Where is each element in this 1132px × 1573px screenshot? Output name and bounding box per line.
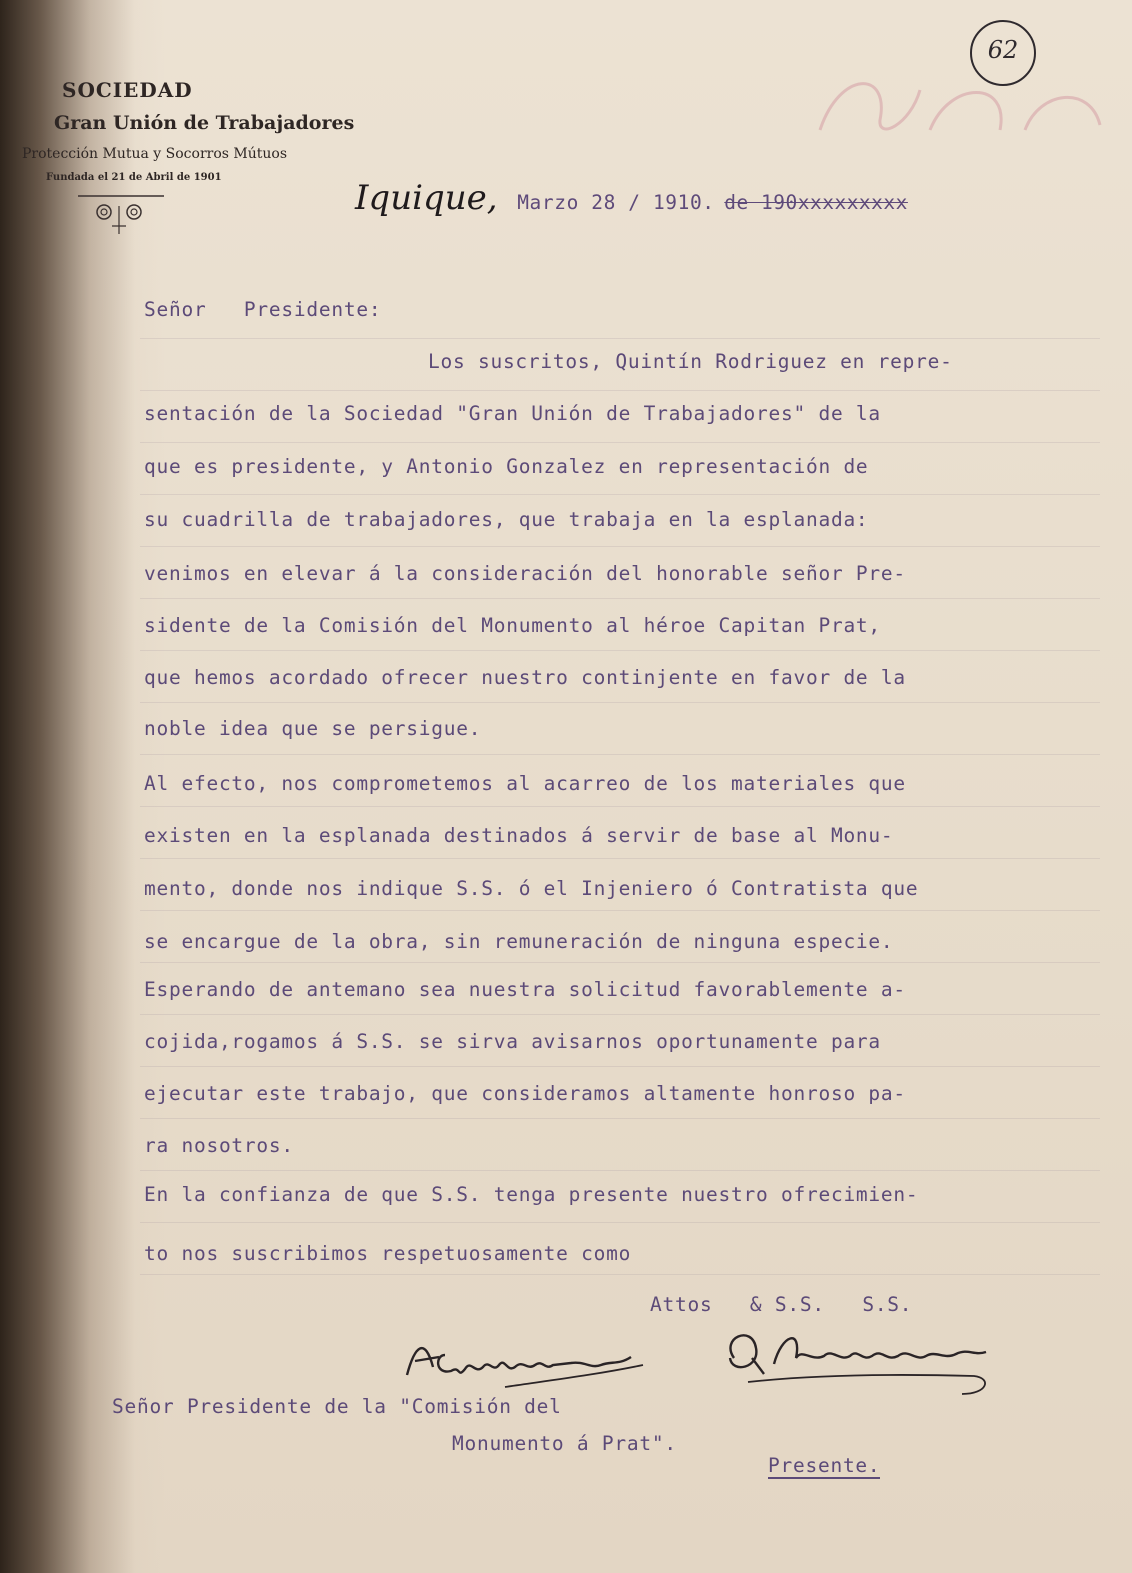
body-line: sentación de la Sociedad "Gran Unión de Trabajadores" de la [144,402,881,425]
dateline [355,178,908,218]
dateline-date: Marzo 28 / 1910. [517,191,715,214]
addressee-line: Señor Presidente de la "Comisión del [112,1395,562,1418]
letterhead-subtitle: Protección Mutua y Socorros Mútuos [22,146,288,162]
body-line: sidente de la Comisión del Monumento al héroe Capitan Prat, [144,614,881,637]
body-line: Esperando de antemano sea nuestra solicitud favorablemente a- [144,978,906,1001]
ruled-line [140,338,1100,339]
ruled-line [140,442,1100,443]
body-line: que hemos acordado ofrecer nuestro continjente en favor de la [144,666,906,689]
addressee-presente: Presente. [768,1454,881,1477]
closing-formula: Attos & S.S. S.S. [650,1293,913,1316]
ruled-line [140,806,1100,807]
ruled-line [140,1222,1100,1223]
salutation: Señor Presidente: [144,298,382,321]
body-line: se encargue de la obra, sin remuneración de ninguna especie. [144,930,894,953]
body-line: Al efecto, nos comprometemos al acarreo de los materiales que [144,772,906,795]
body-line: existen en la esplanada destinados á servir de base al Monu- [144,824,894,847]
body-line: to nos suscribimos respetuosamente como [144,1242,632,1265]
dateline-struck-text: de 190xxxxxxxxx [724,191,908,214]
body-line: venimos en elevar á la consideración del honorable señor Pre- [144,562,906,585]
page-number-text: 62 [987,36,1019,64]
addressee-line: Monumento á Prat". [452,1432,677,1455]
ruled-line [140,390,1100,391]
page-number-stamp [970,20,1036,86]
signature-rodriguez [712,1318,1002,1408]
ruled-line [140,598,1100,599]
letterhead-founded: Fundada el 21 de Abril de 1901 [46,172,222,183]
ruled-line [140,546,1100,547]
body-line: cojida,rogamos á S.S. se sirva avisarnos oportunamente para [144,1030,881,1053]
ruled-line [140,1274,1100,1275]
ruled-line [140,962,1100,963]
ruled-line [140,650,1100,651]
faint-pencil-mark [800,30,1130,150]
letterhead-society-name: Gran Unión de Trabajadores [54,112,355,134]
body-line: que es presidente, y Antonio Gonzalez en representación de [144,455,869,478]
body-line: Los suscritos, Quintín Rodriguez en repre- [428,350,953,373]
ruled-line [140,1014,1100,1015]
ruled-line [140,1170,1100,1171]
letterhead-ornament [76,192,166,237]
ruled-line [140,910,1100,911]
ruled-line [140,754,1100,755]
ruled-line [140,858,1100,859]
dateline-place: Iquique, [355,178,498,218]
body-line: ra nosotros. [144,1134,294,1157]
body-line: ejecutar este trabajo, que consideramos altamente honroso pa- [144,1082,906,1105]
ruled-line [140,1118,1100,1119]
body-line: su cuadrilla de trabajadores, que trabaja en la esplanada: [144,508,869,531]
letterhead-title: SOCIEDAD [62,78,193,102]
body-line: mento, donde nos indique S.S. ó el Injeniero ó Contratista que [144,877,919,900]
signature-gonzalez [395,1325,655,1400]
body-line: En la confianza de que S.S. tenga presente nuestro ofrecimien- [144,1183,919,1206]
ruled-line [140,1066,1100,1067]
body-line: noble idea que se persigue. [144,717,482,740]
ruled-line [140,494,1100,495]
ruled-line [140,702,1100,703]
